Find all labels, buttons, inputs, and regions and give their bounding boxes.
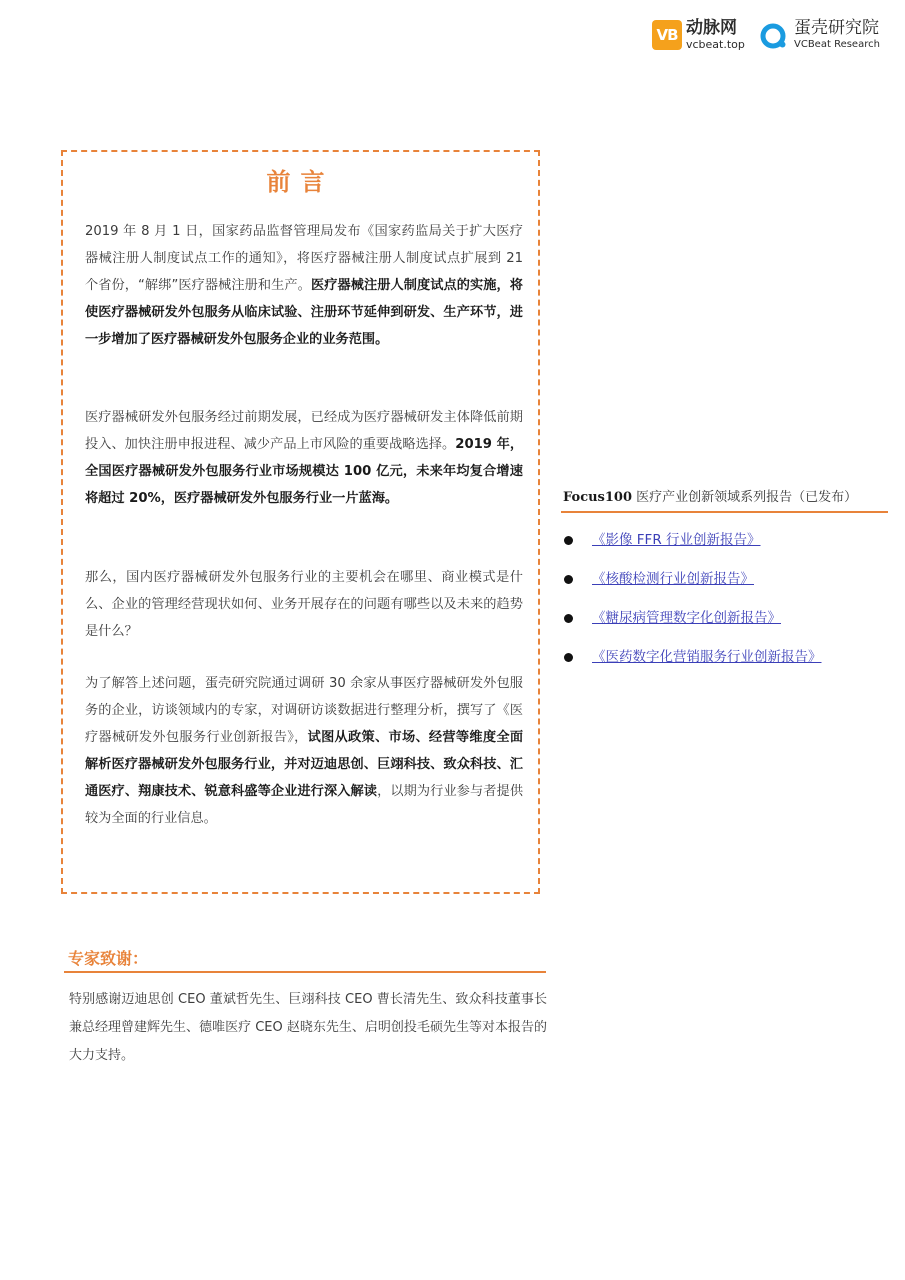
vcbeat-research-sub: VCBeat Research xyxy=(794,39,880,50)
series-report-link[interactable]: 《医药数字化营销服务行业创新报告》 xyxy=(592,649,822,665)
paragraph-emphasis: 医疗器械注册人制度试点的实施，将使医疗器械研发外包服务从临床试验、注册环节延伸到研发、生产环节，进一步增加了医疗器械研发外包服务企业的业务范围。 xyxy=(85,278,523,347)
preface-title: 前言 xyxy=(266,168,335,196)
eggshell-icon xyxy=(760,22,788,50)
series-report-link[interactable]: 《核酸检测行业创新报告》 xyxy=(592,571,754,587)
series-item xyxy=(562,529,892,553)
preface-box xyxy=(61,150,540,894)
paragraph-emphasis: 2019 年，全国医疗器械研发外包服务行业市场规模达 100 亿元，未来年均复合增速将超过 20%，医疗器械研发外包服务行业一片蓝海。 xyxy=(85,437,524,506)
thanks-title: 专家致谢： xyxy=(68,949,149,968)
paragraph-text: 2019 年 8 月 1 日，国家药品监督管理局发布《国家药监局关于扩大医疗器械注册人制度试点工作的通知》，将医疗器械注册人制度试点扩展到 21 个省份，“解绑”医疗器械注册和生产。 xyxy=(85,224,523,293)
vcbeat-logo[interactable] xyxy=(652,18,758,52)
series-item xyxy=(562,568,892,592)
series-divider xyxy=(561,511,888,513)
vcbeat-logo-url: vcbeat.top xyxy=(686,38,745,51)
series-item xyxy=(562,607,892,631)
paragraph-text: 医疗器械研发外包服务经过前期发展，已经成为医疗器械研发主体降低前期投入、加快注册申报进程、减少产品上市风险的重要战略选择。 xyxy=(85,410,523,452)
thanks-text: 特别感谢迈迪思创 CEO 董斌哲先生、巨翊科技 CEO 曹长清先生、致众科技董事长兼总经理曾建辉先生、德唯医疗 CEO 赵晓东先生、启明创投毛硕先生等对本报告的大力支持。 xyxy=(69,992,547,1063)
series-item xyxy=(562,646,892,670)
bullet-icon xyxy=(564,614,573,623)
series-report-link[interactable]: 《糖尿病管理数字化创新报告》 xyxy=(592,610,781,626)
paragraph-emphasis: 试图从政策、市场、经营等维度全面解析医疗器械研发外包服务行业，并对迈迪思创、巨翊科技、致众科技、汇通医疗、翔康技术、锐意科盛等企业进行深入解读 xyxy=(85,730,524,799)
bullet-icon xyxy=(564,536,573,545)
series-heading xyxy=(563,487,888,509)
paragraph-text: 为了解答上述问题，蛋壳研究院通过调研 30 余家从事医疗器械研发外包服务的企业，访谈领域内的专家，对调研访谈数据进行整理分析，撰写了《医疗器械研发外包服务行业创新报告》， xyxy=(85,676,523,745)
vcbeat-research-name: 蛋壳研究院 xyxy=(794,18,879,38)
series-report-link[interactable]: 《影像 FFR 行业创新报告》 xyxy=(592,532,761,548)
bullet-icon xyxy=(564,653,573,662)
preface-paragraph-1 xyxy=(85,218,523,353)
paragraph-tail: ，以期为行业参与者提供较为全面的行业信息。 xyxy=(85,784,524,826)
preface-paragraph-4 xyxy=(85,670,523,832)
preface-paragraph-3: 那么，国内医疗器械研发外包服务行业的主要机会在哪里、商业模式是什么、企业的管理经营现状如何、业务开展存在的问题有哪些以及未来的趋势是什么？ xyxy=(85,570,523,639)
bullet-icon xyxy=(564,575,573,584)
series-brand: Focus100 xyxy=(563,490,633,505)
preface-paragraph-2 xyxy=(85,404,523,512)
series-heading-text: 医疗产业创新领域系列报告（已发布） xyxy=(632,490,858,505)
thanks-divider xyxy=(64,971,546,973)
vcbeat-logo-name: 动脉网 xyxy=(686,18,737,38)
vcbeat-logo-mark: VB xyxy=(652,20,682,50)
vcbeat-research-logo[interactable] xyxy=(760,18,895,52)
